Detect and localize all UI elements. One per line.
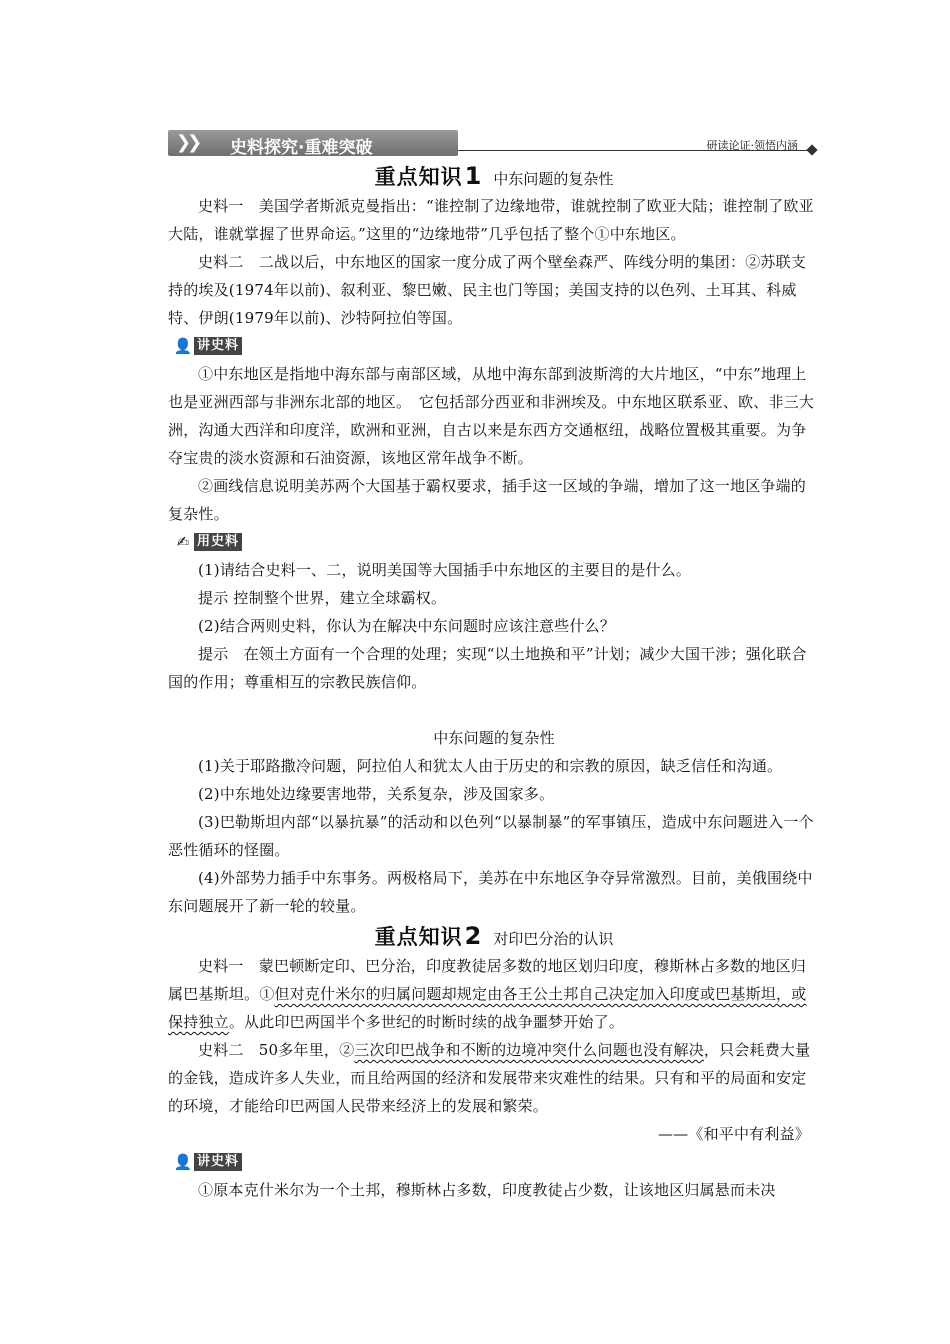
- s1-use-label: 用史料: [194, 533, 242, 551]
- s2-source-2-end: ，只会耗费大量的金钱，造成许多人失业，而且给两国的经济和发展带来灾难性的结果。只有和平的局面和安定的环境，才能给印巴两国人民带来经济上的发展和繁荣。: [168, 1041, 811, 1115]
- section2-heading: [168, 920, 820, 952]
- page: [168, 126, 820, 1204]
- s1-source-1: 史料一 美国学者斯派克曼指出：“谁控制了边缘地带，谁就控制了欧亚大陆；谁控制了欧亚大陆，谁就掌握了世界命运。”这里的“边缘地带”几乎包括了整个①中东地区。: [168, 197, 814, 243]
- s2-source-2-start: 史料二 50多年里，②: [198, 1041, 355, 1059]
- s1-summary-1: (1)关于耶路撒冷问题，阿拉伯人和犹太人由于历史的和宗教的原因，缺乏信任和沟通。: [198, 757, 783, 775]
- s2-source-2: [168, 1036, 820, 1120]
- teacher-icon: 👤: [173, 337, 193, 355]
- s2-source-1-start: 史料一 蒙巴顿断定印、巴分治，印度教徒居多数的地区划归印度，穆斯林占多数的地区归属巴基斯坦。①: [168, 957, 807, 1003]
- s1-summary-4: (4)外部势力插手中东事务。两极格局下，美苏在中东地区争夺异常激烈。目前，美俄围绕中东问题展开了新一轮的较量。: [168, 869, 813, 915]
- section2-heading-subtitle: 对印巴分治的认识: [493, 930, 614, 948]
- section2-heading-title: 重点知识: [374, 925, 463, 949]
- teacher-icon: 👤: [173, 1153, 193, 1171]
- s1-summary-title: 中东问题的复杂性: [433, 729, 555, 747]
- s2-explain-1: ①原本克什米尔为一个土邦，穆斯林占多数，印度教徒占少数，让该地区归属悬而未决: [198, 1181, 776, 1199]
- s1-use-tag: [172, 528, 820, 556]
- s2-source-2-underlined: 三次印巴战争和不断的边境冲突什么问题也没有解决: [354, 1041, 704, 1059]
- s1-explain-2: ②画线信息说明美苏两个大国基于霸权要求，插手这一区域的争端，增加了这一地区争端的复杂性。: [168, 477, 807, 523]
- s2-citation: ——《和平中有利益》: [657, 1125, 810, 1143]
- s1-explain-tag: [172, 332, 820, 360]
- section1-heading-number: 1: [464, 162, 482, 190]
- s2-source-1-underlined: 但对克什米尔的归属问题却规定由各王公土邦自己决定加入印度或巴基斯坦，或保持独立: [168, 985, 807, 1031]
- section-banner: [168, 126, 820, 160]
- banner-title: 史料探究·重难突破: [230, 138, 373, 158]
- diamond-icon: [806, 144, 817, 155]
- banner-right-text: 研读论证·领悟内涵: [706, 139, 798, 152]
- s1-answer-2: 提示 在领土方面有一个合理的处理；实现“以土地换和平”计划；减少大国干涉；强化联合国的作用；尊重相互的宗教民族信仰。: [168, 645, 807, 691]
- spacer: [168, 696, 820, 724]
- s1-summary-2: (2)中东地处边缘要害地带，关系复杂，涉及国家多。: [198, 785, 555, 803]
- s1-explain-1: ①中东地区是指地中海东部与南部区域，从地中海东部到波斯湾的大片地区，“中东”地理上也是亚洲西部与非洲东北部的地区。 它包括部分西亚和非洲埃及。中东地区联系亚、欧、非三大洲，沟通大西洋和印度洋，欧洲和亚洲，自古以来是东西方交通枢纽，战略位置极其重要。为争夺宝贵的淡水资源和石油资源，该地区常年战争不断。: [168, 365, 815, 467]
- section2-heading-number: 2: [464, 922, 482, 950]
- double-chevron-icon: ❯❯: [176, 132, 199, 153]
- s1-question-2: (2)结合两则史料，你认为在解决中东问题时应该注意些什么？: [198, 617, 616, 635]
- s1-explain-label: 讲史料: [194, 337, 242, 355]
- s2-explain-tag: [172, 1148, 820, 1176]
- s2-source-1: [168, 952, 820, 1036]
- section1-heading-subtitle: 中东问题的复杂性: [493, 170, 614, 188]
- section1-heading: [168, 160, 820, 192]
- s2-explain-label: 讲史料: [194, 1153, 242, 1171]
- s1-question-1: (1)请结合史料一、二，说明美国等大国插手中东地区的主要目的是什么。: [198, 561, 692, 579]
- s1-source-2: 史料二 二战以后，中东地区的国家一度分成了两个壁垒森严、阵线分明的集团：②苏联支持的埃及(1974年以前)、叙利亚、黎巴嫩、民主也门等国；美国支持的以色列、土耳其、科威特、伊朗(1979年以前)、沙特阿拉伯等国。: [168, 253, 807, 327]
- s1-answer-1: 提示 控制整个世界，建立全球霸权。: [198, 589, 447, 607]
- pen-icon: ✍: [176, 533, 190, 551]
- s2-source-1-end: 。从此印巴两国半个多世纪的时断时续的战争噩梦开始了。: [228, 1013, 625, 1031]
- section1-heading-title: 重点知识: [374, 165, 463, 189]
- s1-summary-3: (3)巴勒斯坦内部“以暴抗暴”的活动和以色列“以暴制暴”的军事镇压，造成中东问题进入一个恶性循环的怪圈。: [168, 813, 814, 859]
